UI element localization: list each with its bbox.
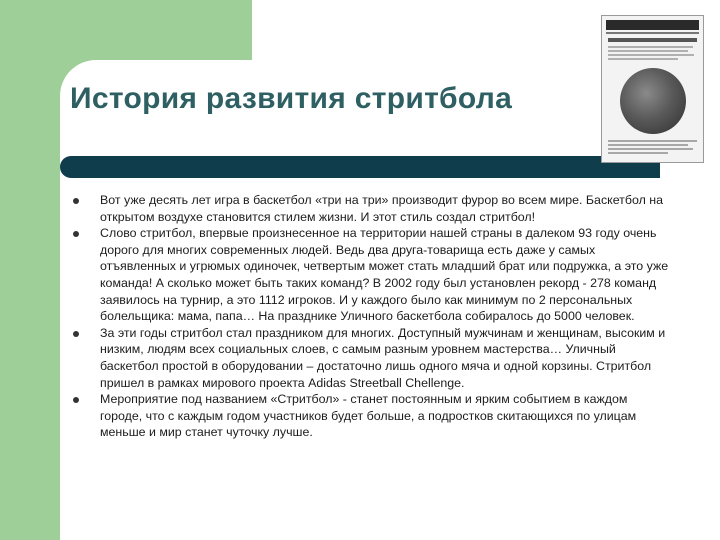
bullet-dot-icon	[73, 331, 79, 337]
title-underline-bar	[60, 156, 660, 178]
bullet-dot-icon	[73, 397, 79, 403]
slide-title: История развития стритбола	[70, 82, 513, 115]
bullet-item	[70, 225, 670, 325]
bullet-text: Слово стритбол, впервые произнесенное на территории нашей страны в далеком 93 году очень дорого для многих современных людей. Ведь два друга-товарища есть даже у самых отъявленных и угрюмых одиночек, четвертым может стать младший брат или подружка, а это уже команда! А сколько может быть таких команд? В 2002 году был установлен рекорд - 278 команд заявилось на турнир, а это 1112 игроков. И у каждого было как минимум по 2 персональных болельщика: мама, папа… На празднике Уличного баскетбола собиралось до 5000 человек.	[100, 226, 669, 324]
bullet-text: За эти годы стритбол стал праздником для многих. Доступный мужчинам и женщинам, высоким и низким, людям всех социальных слоев, с самым разным уровнем мастерства… Уличный баскетбол простой в оборудовании – достаточно лишь одного мяча и одной корзины. Стритбол пришел в рамках мирового проекта Adidas Streetball Chellenge.	[100, 325, 666, 390]
bullet-list	[70, 192, 670, 441]
bullet-item	[70, 391, 670, 441]
basketball-icon	[620, 68, 686, 134]
bullet-dot-icon	[73, 198, 79, 204]
bullet-item	[70, 192, 670, 225]
bullet-item	[70, 325, 670, 391]
newspaper-clipping-image	[601, 15, 704, 163]
bullet-text: Вот уже десять лет игра в баскетбол «три на три» производит фурор во всем мире. Баскетбол на открытом воздухе становится стилем жизни. И этот стиль создал стритбол!	[100, 193, 663, 224]
bullet-dot-icon	[73, 231, 79, 237]
bullet-text: Мероприятие под названием «Стритбол» - станет постоянным и ярким событием в каждом городе, что с каждым годом участников будет больше, а подростков скитающихся по улицам меньше и мир станет чуточку лучше.	[100, 392, 637, 440]
